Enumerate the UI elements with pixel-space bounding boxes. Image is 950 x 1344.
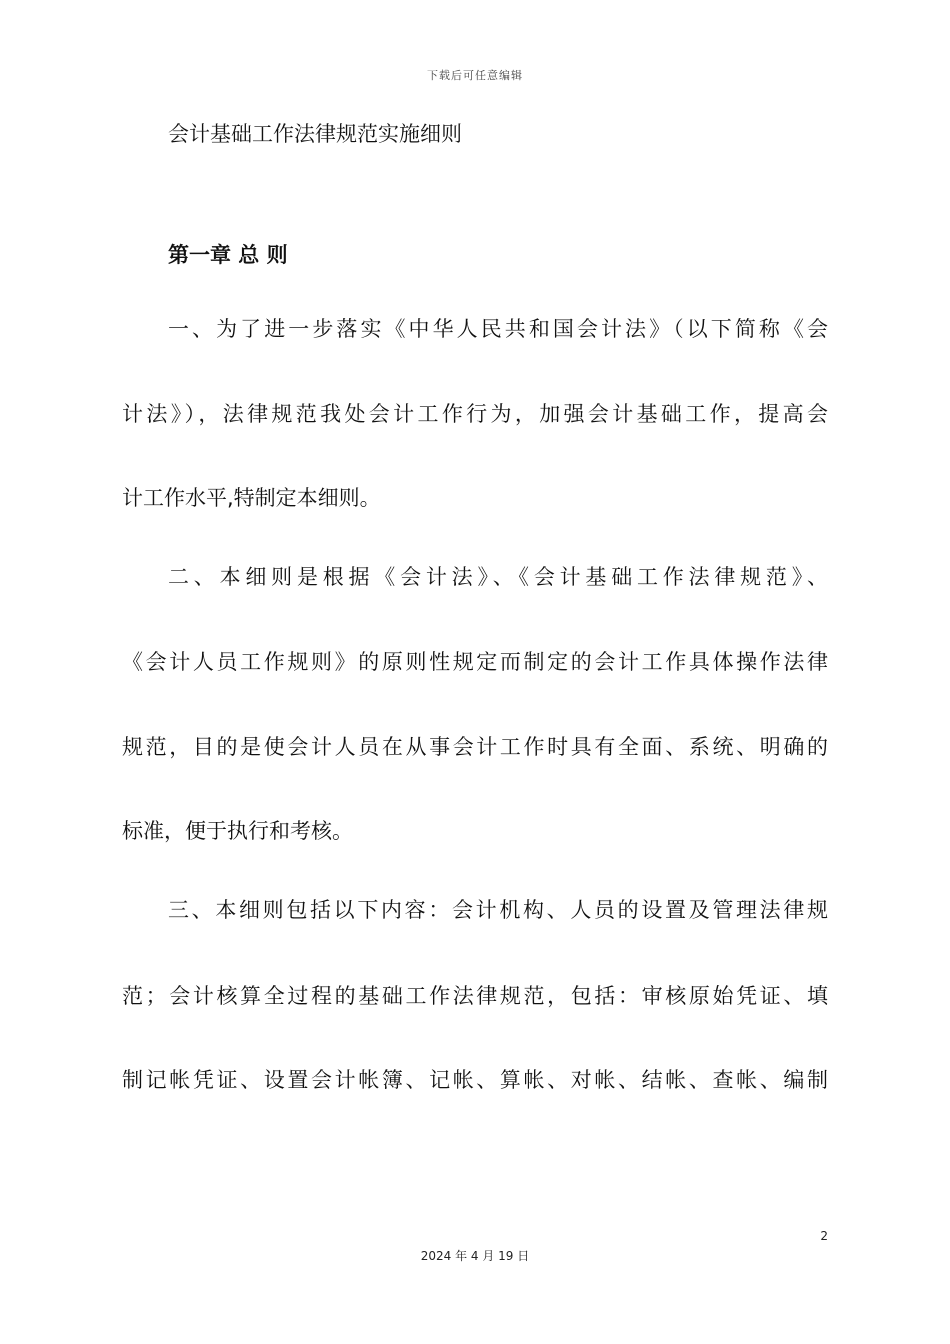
paragraph-line: 范；会计核算全过程的基础工作法律规范，包括：审核原始凭证、填 xyxy=(122,984,828,1008)
footer-date: 2024 年 4 月 19 日 xyxy=(420,1249,530,1263)
chapter-heading: 第一章 总 则 xyxy=(168,243,288,267)
paragraph-line: 二、本细则是根据《会计法》、《会计基础工作法律规范》、 xyxy=(168,565,828,589)
paragraph-line: 计工作水平,特制定本细则。 xyxy=(122,486,381,510)
paragraph-line: 规范，目的是使会计人员在从事会计工作时具有全面、系统、明确的 xyxy=(122,735,828,759)
page-number: 2 xyxy=(820,1229,828,1243)
paragraph-line: 计法》），法律规范我处会计工作行为，加强会计基础工作，提高会 xyxy=(122,402,828,426)
paragraph-line: 制记帐凭证、设置会计帐簿、记帐、算帐、对帐、结帐、查帐、编制 xyxy=(122,1068,828,1092)
document-title: 会计基础工作法律规范实施细则 xyxy=(168,122,462,146)
paragraph-line: 标准，便于执行和考核。 xyxy=(122,819,353,843)
paragraph-line: 一、为了进一步落实《中华人民共和国会计法》（以下简称《会 xyxy=(168,317,828,341)
paragraph-line: 三、本细则包括以下内容：会计机构、人员的设置及管理法律规 xyxy=(168,898,828,922)
page-header: 下载后可任意编辑 xyxy=(427,69,523,82)
paragraph-line: 《会计人员工作规则》的原则性规定而制定的会计工作具体操作法律 xyxy=(122,650,828,674)
